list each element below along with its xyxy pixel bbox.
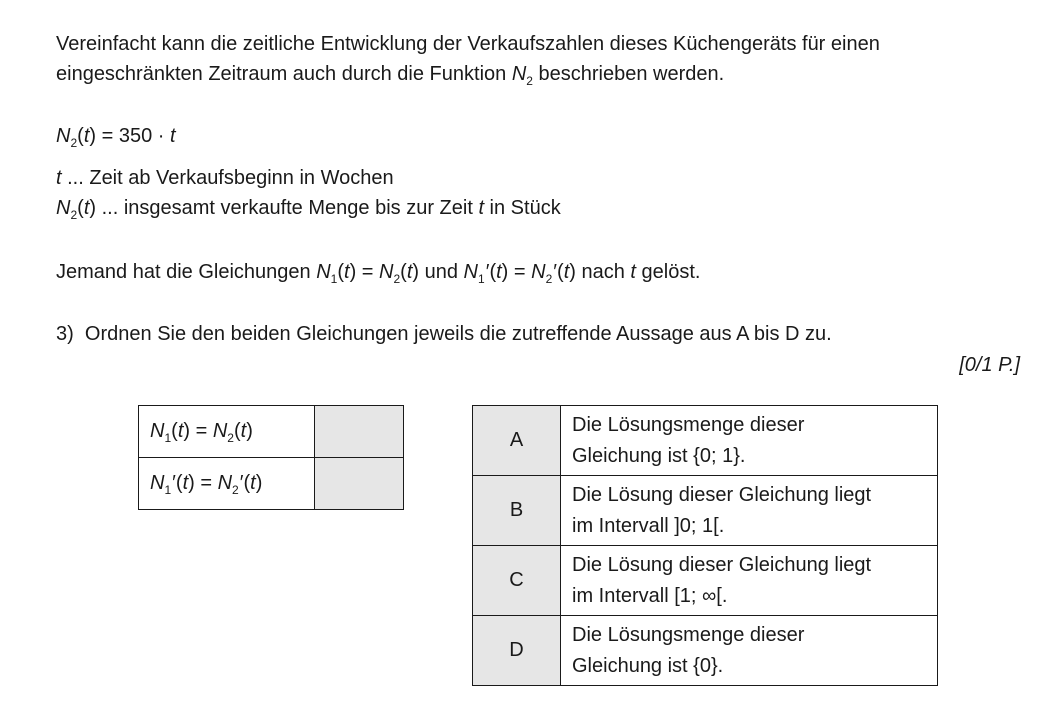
option-letter: D xyxy=(473,616,561,686)
option-text: Die Lösungsmenge dieser Gleichung ist {0}. xyxy=(561,616,938,686)
answer-box-2[interactable] xyxy=(315,458,404,510)
option-row xyxy=(473,616,938,686)
equation-row-1 xyxy=(139,406,404,458)
option-row xyxy=(473,406,938,476)
function-definition: $N_2(t) = 350 \cdot t$ xyxy=(56,125,176,150)
definition-t: t ... Zeit ab Verkaufsbeginn in Wochen xyxy=(56,167,394,189)
points-label: [0/1 P.] xyxy=(959,354,1020,376)
equations-statement: Jemand hat die Gleichungen $N_1(t) = N_2(t)$ und $N_1'(t) = N_2'(t)$ nach t gelöst. xyxy=(56,261,701,286)
option-letter: B xyxy=(473,476,561,546)
option-text: Die Lösung dieser Gleichung liegt im Intervall [1; ∞[. xyxy=(561,546,938,616)
option-text: Die Lösungsmenge dieser Gleichung ist {0; 1}. xyxy=(561,406,938,476)
task-number: 3) xyxy=(56,323,74,345)
intro-line-1: Vereinfacht kann die zeitliche Entwicklung der Verkaufszahlen dieses Küchengeräts für einen xyxy=(56,33,880,55)
task-instruction: 3) Ordnen Sie den beiden Gleichungen jeweils die zutreffende Aussage aus A bis D zu. xyxy=(56,323,832,345)
intro-line-2: eingeschränkten Zeitraum auch durch die Funktion $N_2$ beschrieben werden. xyxy=(56,63,725,88)
equation-1: $N_1(t) = N_2(t)$ xyxy=(139,406,315,458)
options-table xyxy=(472,405,938,686)
equation-table xyxy=(138,405,404,510)
equation-2: $N_1'(t) = N_2'(t)$ xyxy=(139,458,315,510)
equation-row-2 xyxy=(139,458,404,510)
option-row xyxy=(473,476,938,546)
option-letter: A xyxy=(473,406,561,476)
answer-box-1[interactable] xyxy=(315,406,404,458)
option-text: Die Lösung dieser Gleichung liegt im Intervall ]0; 1[. xyxy=(561,476,938,546)
option-row xyxy=(473,546,938,616)
option-letter: C xyxy=(473,546,561,616)
definition-n2: $N_2(t)$ ... insgesamt verkaufte Menge bis zur Zeit t in Stück xyxy=(56,197,561,222)
